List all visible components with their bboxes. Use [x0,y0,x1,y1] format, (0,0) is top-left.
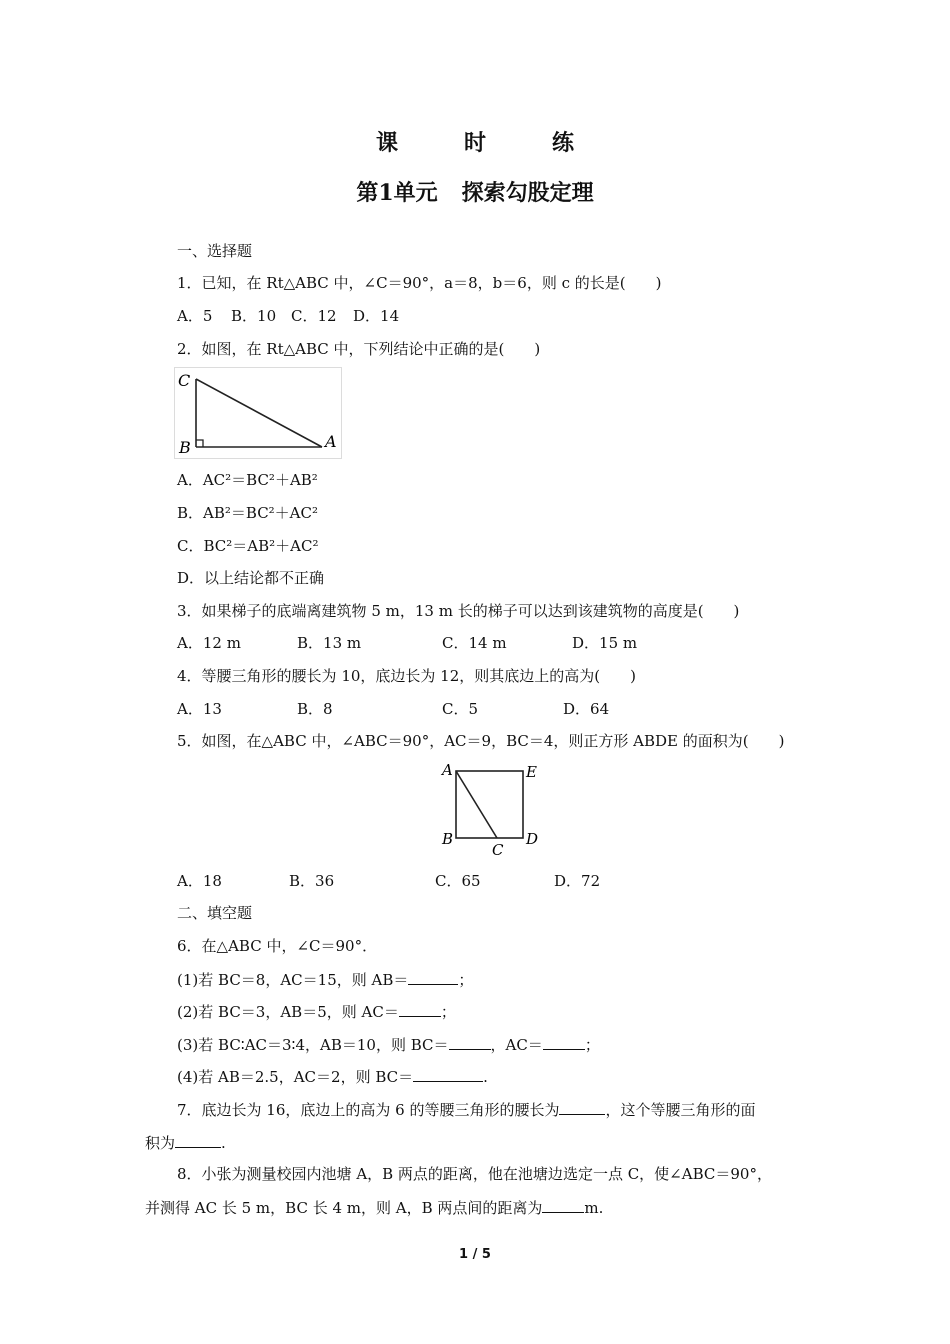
question-6-part-1: (1)若 BC＝8，AC＝15，则 AB＝ ； [177,971,474,989]
square-figure [438,759,548,859]
section-fill: 二、填空题 [177,904,253,922]
option-c: C．12 [291,307,337,325]
answer-blank[interactable] [543,1034,585,1050]
option-b: B．13 m [297,634,362,652]
question-6-part-2: (2)若 BC＝3，AB＝5，则 AC＝ ； [177,1003,456,1021]
q2-option-b: B．AB²＝BC²＋AC² [177,504,319,522]
question-7-line-2: 积为 . [145,1134,226,1152]
question-6: 6．在△ABC 中，∠C＝90°． [177,937,378,955]
label-c: C [492,841,504,859]
answer-blank[interactable] [408,969,458,985]
option-c: C．14 m [442,634,507,652]
option-d: D．64 [563,700,610,718]
question-4-options [177,699,609,719]
option-c: C．65 [435,872,481,890]
question-5: 5．如图，在△ABC 中，∠ABC＝90°，AC＝9，BC＝4，则正方形 ABDE 的面积为( ) [177,732,785,750]
section-choice: 一、选择题 [177,242,253,260]
label-b: B [442,830,454,848]
unit-title [0,176,950,207]
option-a: A．18 [177,872,222,890]
option-d: D．14 [353,307,400,325]
unit-name: 探索勾股定理 [461,180,594,206]
label-d: D [526,830,539,848]
page-title: 课 时 练 [375,130,596,156]
unit-number: 第1单元 [356,180,438,206]
answer-blank[interactable] [413,1066,483,1082]
triangle-figure [174,367,342,459]
label-b: B [179,438,191,457]
label-a: A [325,432,337,451]
option-b: B．36 [289,872,335,890]
question-1: 1．已知，在 Rt△ABC 中，∠C＝90°，a＝8，b＝6，则 c 的长是( ) [177,274,662,292]
label-a: A [442,761,453,779]
question-6-part-4: (4)若 AB＝2.5，AC＝2，则 BC＝ . [177,1068,488,1086]
question-3-options [177,633,637,653]
answer-blank[interactable] [399,1001,441,1017]
option-a: A．12 m [177,634,241,652]
q2-option-a: A．AC²＝BC²＋AB² [177,471,318,489]
option-a: A．5 [177,307,213,325]
question-8-line-1: 8．小张为测量校园内池塘 A，B 两点的距离，他在池塘边选定一点 C，使∠ABC＝90°， [177,1165,772,1183]
question-6-part-3: (3)若 BC∶AC＝3∶4，AB＝10，则 BC＝ ，AC＝ ； [177,1036,600,1054]
option-b: B．10 [231,307,277,325]
question-2: 2．如图，在 Rt△ABC 中，下列结论中正确的是( ) [177,340,541,358]
answer-blank[interactable] [559,1099,605,1115]
option-a: A．13 [177,700,222,718]
question-1-options [177,306,399,326]
page-number: 1 / 5 [459,1247,491,1262]
option-d: D．72 [554,872,601,890]
q2-option-c: C．BC²＝AB²＋AC² [177,537,319,555]
label-e: E [526,763,537,781]
question-8-line-2: 并测得 AC 长 5 m，BC 长 4 m，则 A，B 两点间的距离为 m. [145,1199,604,1217]
question-7-line-1: 7．底边长为 16，底边上的高为 6 的等腰三角形的腰长为 ，这个等腰三角形的面 [177,1101,756,1119]
question-4: 4．等腰三角形的腰长为 10，底边长为 12，则其底边上的高为( ) [177,667,636,685]
option-d: D．15 m [572,634,638,652]
q2-option-d: D．以上结论都不正确 [177,569,325,587]
label-c: C [178,371,191,390]
option-c: C．5 [442,700,479,718]
answer-blank[interactable] [542,1197,584,1213]
question-5-options [177,871,600,891]
answer-blank[interactable] [175,1132,221,1148]
answer-blank[interactable] [449,1034,491,1050]
option-b: B．8 [297,700,333,718]
question-3: 3．如果梯子的底端离建筑物 5 m，13 m 长的梯子可以达到该建筑物的高度是( ) [177,602,740,620]
